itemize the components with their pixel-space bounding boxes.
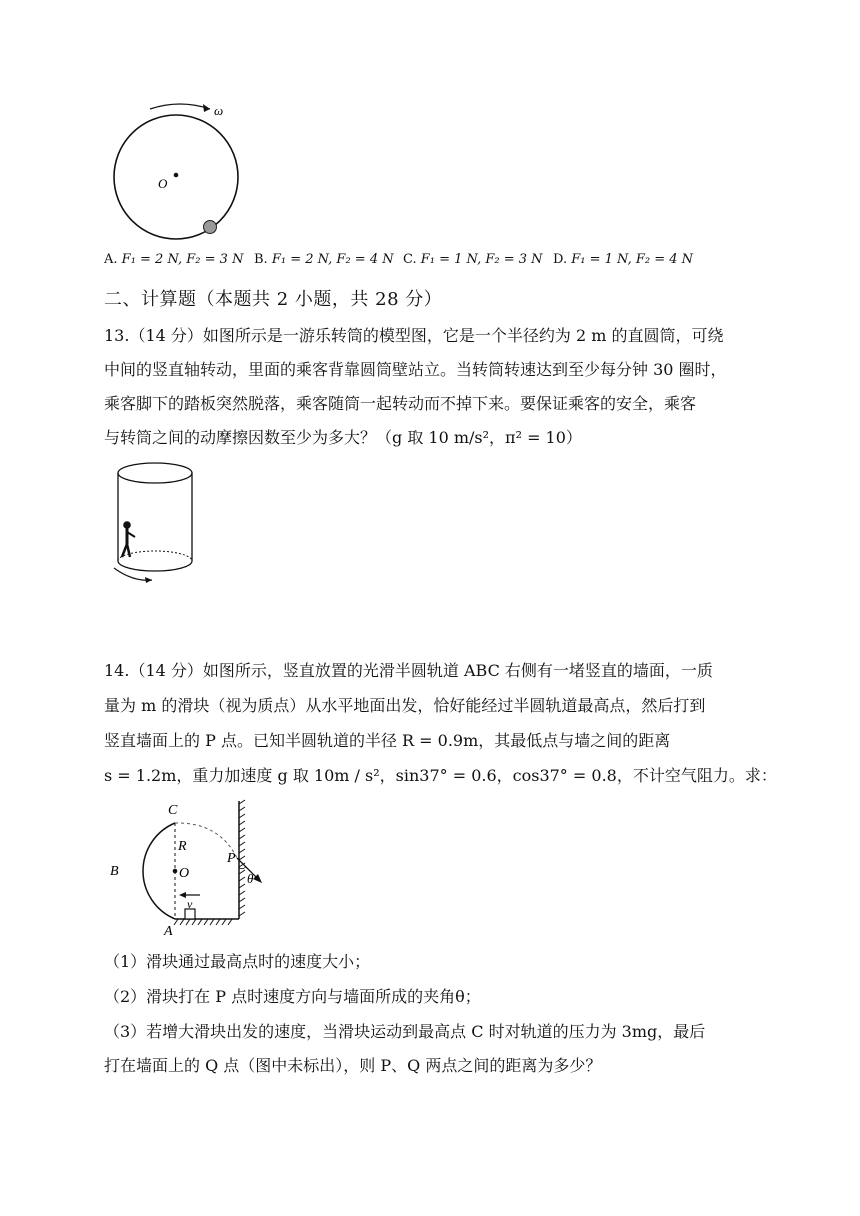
q14-line-4: s = 1.2m，重力加速度 g 取 10m / s²，sin37° = 0.6，cos37° = 0.8，不计空气阻力。求： bbox=[104, 766, 777, 785]
option-c: C. F₁ = 1 N, F₂ = 3 N bbox=[403, 252, 543, 267]
semicircle-track bbox=[143, 823, 175, 919]
rotating-disc-figure bbox=[100, 95, 260, 245]
q13-line-3: 乘客脚下的踏板突然脱落，乘客随筒一起转动而不掉下来。要保证乘客的安全，乘客 bbox=[104, 394, 697, 413]
svg-text:v: v bbox=[187, 897, 193, 911]
rotation-arrow bbox=[150, 104, 210, 109]
section-title: 二、计算题（本题共 2 小题，共 28 分） bbox=[104, 289, 443, 310]
svg-text:θ: θ bbox=[247, 871, 254, 886]
center-dot bbox=[174, 173, 179, 178]
svg-text:P: P bbox=[227, 851, 236, 866]
center-label: O bbox=[158, 176, 168, 191]
q14-line-2: 量为 m 的滑块（视为质点）从水平地面出发，恰好能经过半圆轨道最高点，然后打到 bbox=[104, 696, 706, 715]
svg-text:R: R bbox=[178, 839, 187, 854]
svg-text:O: O bbox=[179, 866, 190, 881]
track-wall-figure bbox=[104, 798, 284, 940]
q14-line-3: 竖直墙面上的 P 点。已知半圆轨道的半径 R = 0.9m，其最低点与墙之间的距离 bbox=[104, 731, 671, 750]
q14-sub-4: 打在墙面上的 Q 点（图中未标出），则 P、Q 两点之间的距离为多少？ bbox=[104, 1056, 602, 1075]
svg-text:B: B bbox=[110, 864, 119, 879]
q13-line-2: 中间的竖直轴转动，里面的乘客背靠圆筒壁站立。当转筒转速达到至少每分钟 30 圈时， bbox=[104, 360, 727, 379]
q14-sub-2: （2）滑块打在 P 点时速度方向与墙面所成的夹角θ； bbox=[104, 987, 481, 1006]
q14-sub-1: （1）滑块通过最高点时的速度大小； bbox=[104, 952, 371, 971]
cylinder-figure bbox=[108, 458, 208, 588]
q14-line-1: 14.（14 分）如图所示，竖直放置的光滑半圆轨道 ABC 右侧有一堵竖直的墙面，一质 bbox=[104, 661, 713, 680]
option-b: B. F₁ = 2 N, F₂ = 4 N bbox=[254, 252, 394, 267]
q13-line-1: 13.（14 分）如图所示是一游乐转筒的模型图，它是一个半径约为 2 m 的直圆筒，可绕 bbox=[104, 326, 724, 345]
svg-text:A: A bbox=[164, 924, 173, 939]
omega-label: ω bbox=[214, 103, 224, 118]
passenger-figure bbox=[122, 522, 135, 557]
option-d: D. F₁ = 1 N, F₂ = 4 N bbox=[553, 252, 694, 267]
ball bbox=[204, 221, 217, 234]
option-a: A. F₁ = 2 N, F₂ = 3 N bbox=[104, 252, 244, 267]
q13-line-4: 与转筒之间的动摩擦因数至少为多大？（g 取 10 m/s²，π² = 10） bbox=[104, 428, 582, 447]
svg-text:C: C bbox=[168, 803, 178, 818]
q14-sub-3: （3）若增大滑块出发的速度，当滑块运动到最高点 C 时对轨道的压力为 3mg，最后 bbox=[104, 1022, 706, 1041]
